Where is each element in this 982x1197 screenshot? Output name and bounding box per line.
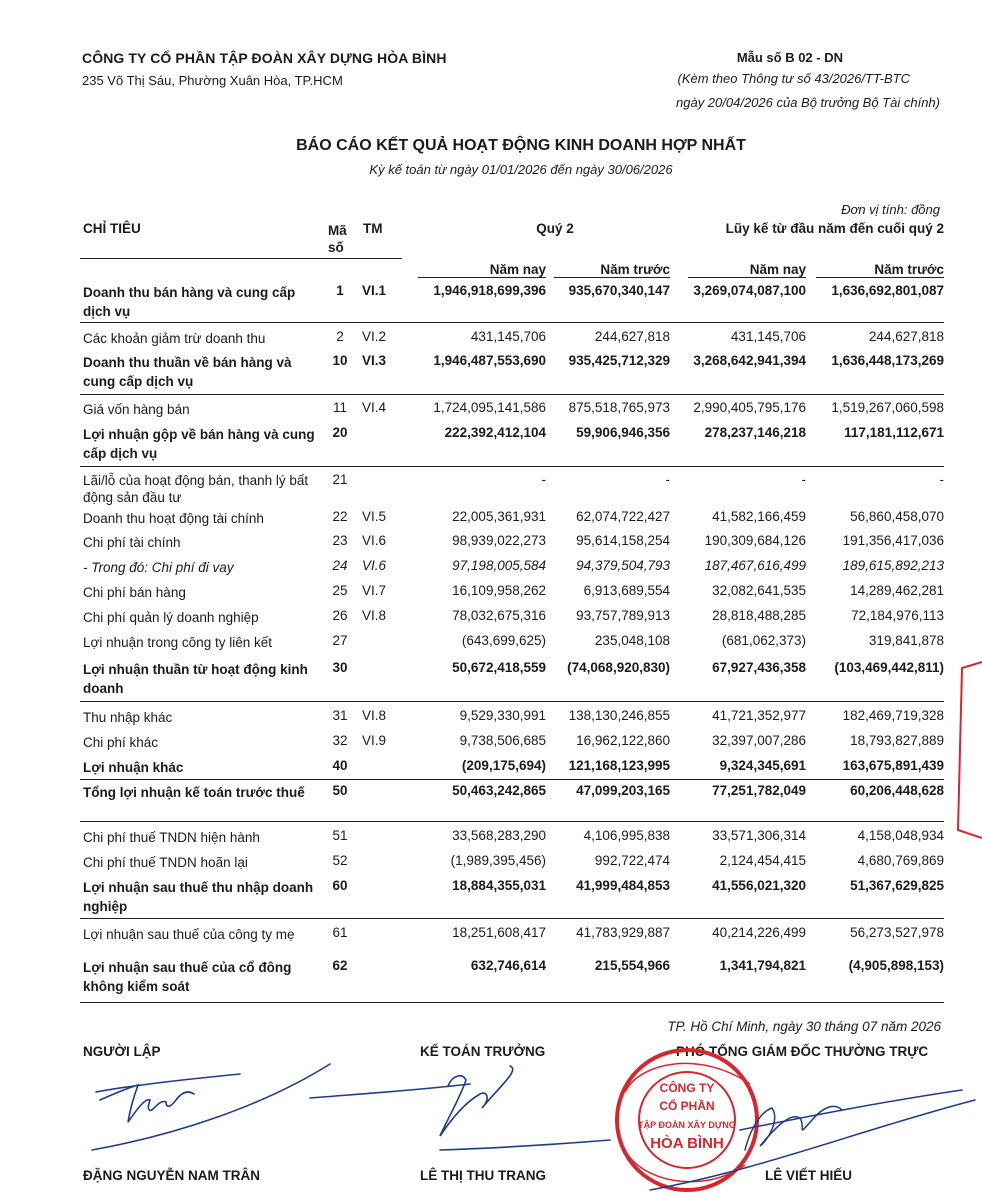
- row-quarter-last-year: 875,518,765,973: [568, 400, 670, 415]
- row-ytd-this-year: 187,467,616,499: [704, 558, 806, 573]
- row-label: Lợi nhuận gộp về bán hàng và cung cấp dịch vụ: [83, 427, 315, 461]
- row-label: Chi phí thuế TNDN hiện hành: [83, 830, 260, 845]
- row-quarter-last-year: (74,068,920,830): [567, 660, 670, 675]
- row-code: 23: [332, 533, 348, 548]
- row-ytd-this-year: 40,214,226,499: [712, 925, 806, 940]
- report-title: BÁO CÁO KẾT QUẢ HOẠT ĐỘNG KINH DOANH HỢP NHẤT: [296, 137, 746, 154]
- row-quarter-last-year: 41,999,484,853: [576, 878, 670, 893]
- preparer-signature: [92, 1064, 330, 1150]
- row-ytd-this-year: 278,237,146,218: [704, 425, 806, 440]
- currency-unit: Đơn vị tính: đồng: [841, 202, 940, 217]
- row-quarter-this-year: 98,939,022,273: [452, 533, 546, 548]
- row-code: 51: [332, 828, 348, 843]
- row-note: VI.9: [362, 733, 387, 748]
- row-quarter-this-year: 50,463,242,865: [452, 783, 546, 798]
- row-ytd-this-year: 33,571,306,314: [712, 828, 806, 843]
- row-code: 31: [332, 708, 348, 723]
- row-code: 10: [332, 353, 348, 368]
- row-ytd-last-year: 4,680,769,869: [857, 853, 944, 868]
- row-quarter-last-year: 138,130,246,855: [568, 708, 670, 723]
- row-label: - Trong đó: Chi phí đi vay: [83, 560, 234, 575]
- row-label: Chi phí tài chính: [83, 535, 181, 550]
- row-ytd-this-year: 67,927,436,358: [712, 660, 806, 675]
- adjacent-page-stamp-edge: [952, 660, 982, 840]
- row-quarter-this-year: (1,989,395,456): [450, 853, 546, 868]
- row-quarter-last-year: 16,962,122,860: [576, 733, 670, 748]
- column-header-note: TM: [363, 221, 383, 236]
- row-ytd-last-year: 1,519,267,060,598: [831, 400, 944, 415]
- row-quarter-this-year: 9,738,506,685: [459, 733, 546, 748]
- row-quarter-last-year: 235,048,108: [594, 633, 670, 648]
- row-ytd-last-year: 1,636,448,173,269: [831, 353, 944, 368]
- row-ytd-this-year: 77,251,782,049: [712, 783, 806, 798]
- row-code: 11: [332, 400, 347, 415]
- row-ytd-this-year: 2,990,405,795,176: [693, 400, 806, 415]
- row-quarter-last-year: 59,906,946,356: [576, 425, 670, 440]
- subheader-quarter-this-year: Năm nay: [418, 262, 546, 278]
- row-quarter-this-year: -: [541, 472, 546, 487]
- column-header-quarter: Quý 2: [536, 221, 574, 236]
- row-label: Lợi nhuận thuần từ hoạt động kinh doanh: [83, 662, 308, 696]
- row-ytd-last-year: 51,367,629,825: [850, 878, 944, 893]
- row-code: 25: [332, 583, 348, 598]
- row-quarter-last-year: 215,554,966: [594, 958, 670, 973]
- row-quarter-last-year: -: [665, 472, 670, 487]
- row-code: 2: [336, 329, 344, 344]
- row-code: 27: [332, 633, 348, 648]
- row-note: VI.4: [362, 400, 387, 415]
- form-note-line-1: (Kèm theo Thông tư số 43/2026/TT-BTC: [677, 71, 910, 86]
- row-label: Giá vốn hàng bán: [83, 402, 190, 417]
- subheader-ytd-last-year: Năm trước: [816, 262, 944, 278]
- column-header-item: CHỈ TIÊU: [83, 221, 141, 236]
- row-quarter-this-year: 18,251,608,417: [452, 925, 546, 940]
- row-label: Doanh thu thuần về bán hàng và cung cấp dịch vụ: [83, 355, 292, 389]
- row-code: 26: [332, 608, 348, 623]
- row-label: Lợi nhuận sau thuế của công ty mẹ: [83, 927, 295, 942]
- row-ytd-last-year: 319,841,878: [868, 633, 944, 648]
- row-ytd-last-year: (103,469,442,811): [834, 660, 944, 675]
- row-note: VI.5: [362, 509, 387, 524]
- row-quarter-last-year: 935,670,340,147: [568, 283, 670, 298]
- row-quarter-this-year: 78,032,675,316: [452, 608, 546, 623]
- row-ytd-this-year: 3,269,074,087,100: [693, 283, 806, 298]
- row-ytd-this-year: -: [801, 472, 806, 487]
- deputy-director-name: LÊ VIẾT HIẾU: [765, 1168, 853, 1183]
- accountant-signature: [310, 1066, 610, 1150]
- row-ytd-this-year: 9,324,345,691: [719, 758, 806, 773]
- column-header-code-line-1: Mã: [328, 223, 347, 238]
- row-quarter-this-year: 22,005,361,931: [452, 509, 546, 524]
- row-quarter-this-year: 222,392,412,104: [444, 425, 546, 440]
- subheader-ytd-this-year: Năm nay: [688, 262, 806, 278]
- row-label: Lợi nhuận khác: [83, 760, 184, 775]
- chief-accountant-name: LÊ THỊ THU TRANG: [420, 1168, 546, 1183]
- row-quarter-last-year: 41,783,929,887: [576, 925, 670, 940]
- column-header-code-line-2: số: [328, 240, 344, 255]
- row-label: Chi phí khác: [83, 735, 159, 750]
- row-ytd-last-year: 4,158,048,934: [857, 828, 944, 843]
- row-ytd-last-year: (4,905,898,153): [848, 958, 944, 973]
- place-and-date: TP. Hồ Chí Minh, ngày 30 tháng 07 năm 2026: [667, 1019, 941, 1034]
- row-quarter-this-year: 1,724,095,141,586: [433, 400, 546, 415]
- row-note: VI.7: [362, 583, 387, 598]
- stamp-line-4: HÒA BÌNH: [650, 1135, 724, 1152]
- row-ytd-last-year: 189,615,892,213: [842, 558, 944, 573]
- row-label: Doanh thu bán hàng và cung cấp dịch vụ: [83, 285, 296, 319]
- row-code: 50: [332, 783, 348, 798]
- row-code: 30: [332, 660, 348, 675]
- row-quarter-last-year: 4,106,995,838: [583, 828, 670, 843]
- row-ytd-last-year: -: [939, 472, 944, 487]
- row-code: 52: [332, 853, 348, 868]
- row-ytd-this-year: 28,818,488,285: [712, 608, 806, 623]
- stamp-line-3: TẬP ĐOÀN XÂY DỰNG: [638, 1120, 736, 1130]
- row-note: VI.8: [362, 608, 387, 623]
- row-quarter-this-year: 33,568,283,290: [452, 828, 546, 843]
- row-ytd-this-year: 41,721,352,977: [712, 708, 806, 723]
- row-quarter-this-year: (643,699,625): [461, 633, 546, 648]
- row-ytd-last-year: 14,289,462,281: [850, 583, 944, 598]
- row-ytd-this-year: 41,582,166,459: [712, 509, 806, 524]
- row-label: Lợi nhuận sau thuế thu nhập doanh nghiệp: [83, 880, 314, 914]
- row-ytd-this-year: 3,268,642,941,394: [693, 353, 806, 368]
- row-ytd-this-year: 190,309,684,126: [704, 533, 806, 548]
- row-ytd-last-year: 72,184,976,113: [851, 608, 944, 623]
- row-label: Chi phí quản lý doanh nghiệp: [83, 610, 259, 625]
- row-code: 20: [332, 425, 348, 440]
- row-ytd-last-year: 56,860,458,070: [850, 509, 944, 524]
- row-quarter-last-year: 935,425,712,329: [568, 353, 670, 368]
- row-ytd-last-year: 18,793,827,889: [850, 733, 944, 748]
- row-ytd-last-year: 117,181,112,671: [844, 425, 944, 440]
- row-code: 40: [332, 758, 348, 773]
- row-code: 22: [332, 509, 348, 524]
- row-quarter-this-year: (209,175,694): [461, 758, 546, 773]
- form-note-line-2: ngày 20/04/2026 của Bộ trưởng Bộ Tài chính): [676, 95, 940, 110]
- column-header-ytd: Lũy kế từ đầu năm đến cuối quý 2: [725, 221, 944, 236]
- row-label: Thu nhập khác: [83, 710, 173, 725]
- row-ytd-this-year: 41,556,021,320: [712, 878, 806, 893]
- row-quarter-this-year: 50,672,418,559: [452, 660, 546, 675]
- row-ytd-this-year: 32,082,641,535: [712, 583, 806, 598]
- row-quarter-this-year: 1,946,918,699,396: [433, 283, 546, 298]
- form-number: Mẫu số B 02 - DN: [736, 50, 843, 65]
- row-code: 24: [332, 558, 348, 573]
- row-ytd-last-year: 191,356,417,036: [842, 533, 944, 548]
- row-quarter-last-year: 6,913,689,554: [583, 583, 670, 598]
- row-note: VI.6: [362, 533, 387, 548]
- row-ytd-this-year: 1,341,794,821: [719, 958, 806, 973]
- row-code: 21: [332, 472, 348, 487]
- row-note: VI.2: [362, 329, 387, 344]
- row-quarter-this-year: 97,198,005,584: [452, 558, 546, 573]
- row-quarter-this-year: 16,109,958,262: [452, 583, 546, 598]
- row-ytd-last-year: 60,206,448,628: [850, 783, 944, 798]
- row-label: Lợi nhuận sau thuế của cổ đông không kiểm soát: [83, 960, 292, 994]
- row-quarter-last-year: 62,074,722,427: [576, 509, 670, 524]
- row-quarter-last-year: 93,757,789,913: [576, 608, 670, 623]
- row-quarter-this-year: 1,946,487,553,690: [433, 353, 546, 368]
- row-quarter-this-year: 632,746,614: [470, 958, 546, 973]
- row-code: 61: [332, 925, 348, 940]
- row-ytd-last-year: 56,273,527,978: [850, 925, 944, 940]
- preparer-role: NGƯỜI LẬP: [83, 1044, 161, 1059]
- stamp-line-2: CỔ PHẦN: [659, 1099, 715, 1113]
- row-label: Lãi/lỗ của hoạt động bán, thanh lý bất động sản đầu tư: [83, 473, 309, 505]
- row-quarter-last-year: 121,168,123,995: [568, 758, 670, 773]
- subheader-quarter-last-year: Năm trước: [554, 262, 670, 278]
- row-quarter-last-year: 992,722,474: [594, 853, 670, 868]
- deputy-director-role: PHÓ TỔNG GIÁM ĐỐC THƯỜNG TRỰC: [676, 1044, 929, 1059]
- row-quarter-last-year: 94,379,504,793: [576, 558, 670, 573]
- stamp-line-1: CÔNG TY: [659, 1081, 715, 1095]
- row-quarter-this-year: 18,884,355,031: [452, 878, 546, 893]
- row-ytd-this-year: 32,397,007,286: [712, 733, 806, 748]
- row-code: 62: [332, 958, 348, 973]
- row-label: Tổng lợi nhuận kế toán trước thuế: [83, 785, 305, 800]
- row-quarter-this-year: 9,529,330,991: [459, 708, 546, 723]
- row-quarter-last-year: 47,099,203,165: [576, 783, 670, 798]
- row-ytd-this-year: 431,145,706: [730, 329, 806, 344]
- row-code: 60: [332, 878, 348, 893]
- row-note: VI.1: [362, 283, 387, 298]
- company-name: CÔNG TY CỔ PHẦN TẬP ĐOÀN XÂY DỰNG HÒA BÌNH: [82, 50, 447, 66]
- row-quarter-last-year: 95,614,158,254: [576, 533, 670, 548]
- preparer-name: ĐẶNG NGUYỄN NAM TRÂN: [83, 1168, 260, 1183]
- row-label: Các khoản giảm trừ doanh thu: [83, 331, 266, 346]
- row-note: VI.8: [362, 708, 387, 723]
- row-ytd-last-year: 1,636,692,801,087: [831, 283, 944, 298]
- row-note: VI.3: [362, 353, 387, 368]
- row-label: Chi phí bán hàng: [83, 585, 186, 600]
- row-label: Lợi nhuận trong công ty liên kết: [83, 635, 272, 650]
- company-address: 235 Võ Thị Sáu, Phường Xuân Hòa, TP.HCM: [82, 73, 343, 88]
- row-note: VI.6: [362, 558, 387, 573]
- row-code: 1: [336, 283, 344, 298]
- row-ytd-last-year: 163,675,891,439: [842, 758, 944, 773]
- row-ytd-this-year: (681,062,373): [721, 633, 806, 648]
- row-ytd-this-year: 2,124,454,415: [719, 853, 806, 868]
- chief-accountant-role: KẾ TOÁN TRƯỞNG: [420, 1044, 546, 1059]
- row-label: Doanh thu hoạt động tài chính: [83, 511, 264, 526]
- row-label: Chi phí thuế TNDN hoãn lại: [83, 855, 248, 870]
- row-quarter-last-year: 244,627,818: [594, 329, 670, 344]
- row-ytd-last-year: 244,627,818: [868, 329, 944, 344]
- company-stamp: [617, 1050, 757, 1190]
- row-code: 32: [332, 733, 348, 748]
- row-ytd-last-year: 182,469,719,328: [842, 708, 944, 723]
- report-period: Kỳ kế toán từ ngày 01/01/2026 đến ngày 30/06/2026: [369, 162, 673, 177]
- row-quarter-this-year: 431,145,706: [470, 329, 546, 344]
